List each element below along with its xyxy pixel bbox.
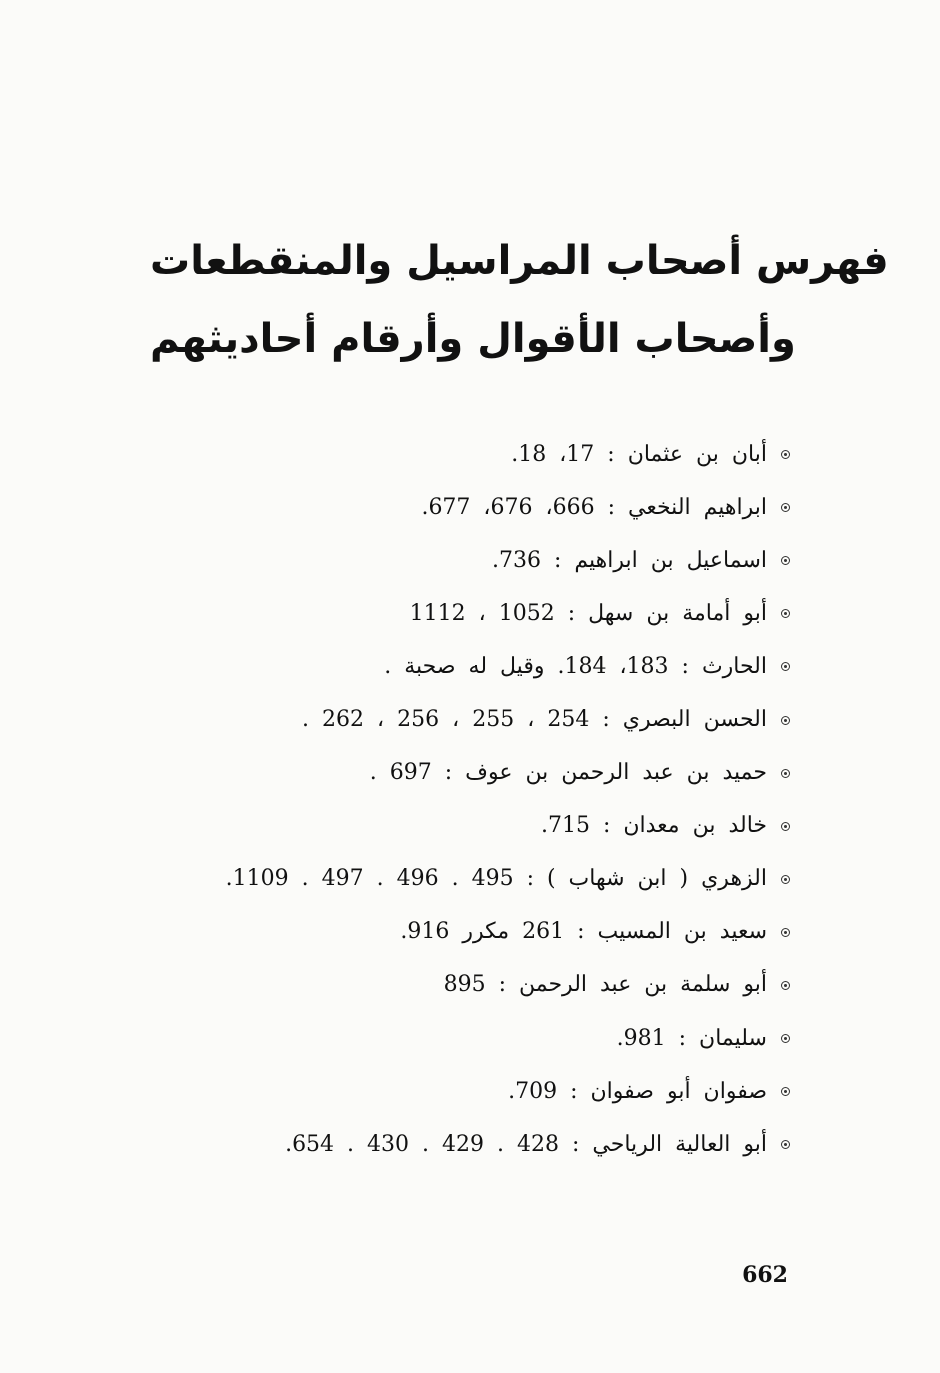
entry-text: حميد بن عبد الرحمن بن عوف : 697 . xyxy=(369,760,767,786)
entry-text: صفوان أبو صفوان : 709. xyxy=(508,1078,767,1104)
entry-text: أبو أمامة بن سهل : 1052 ، 1112 xyxy=(409,600,767,626)
bullet-icon xyxy=(781,928,790,937)
bullet-icon xyxy=(781,1034,790,1043)
bullet-icon xyxy=(781,450,790,459)
entry-text: اسماعيل بن ابراهيم : 736. xyxy=(491,547,767,573)
list-item xyxy=(150,1118,790,1171)
index-entries xyxy=(150,428,790,1171)
entry-text: سعيد بن المسيب : 261 مكرر 916. xyxy=(400,919,767,945)
list-item xyxy=(150,800,790,853)
list-item xyxy=(150,906,790,959)
title-line-2: وأصحاب الأقوال وأرقام أحاديثهم xyxy=(150,316,796,362)
page-number: 662 xyxy=(742,1262,788,1288)
entry-text: أبو سلمة بن عبد الرحمن : 895 xyxy=(443,972,767,998)
bullet-icon xyxy=(781,769,790,778)
list-item xyxy=(150,1012,790,1065)
bullet-icon xyxy=(781,875,790,884)
bullet-icon xyxy=(781,503,790,512)
entry-text: الزهري ( ابن شهاب ) : 495 . 496 . 497 . 1109. xyxy=(225,866,767,892)
list-item xyxy=(150,747,790,800)
list-item xyxy=(150,481,790,534)
list-item xyxy=(150,693,790,746)
entry-text: أبان بن عثمان : 17، 18. xyxy=(511,441,767,467)
entry-text: ابراهيم النخعي : 666، 676، 677. xyxy=(421,494,767,520)
entry-text: أبو العالية الرياحي : 428 . 429 . 430 . 654. xyxy=(285,1131,767,1157)
list-item xyxy=(150,587,790,640)
entry-text: الحسن البصري : 254 ، 255 ، 256 ، 262 . xyxy=(302,707,767,733)
bullet-icon xyxy=(781,716,790,725)
bullet-icon xyxy=(781,609,790,618)
list-item xyxy=(150,959,790,1012)
list-item xyxy=(150,853,790,906)
index-title xyxy=(150,222,889,378)
bullet-icon xyxy=(781,981,790,990)
list-item xyxy=(150,640,790,693)
list-item xyxy=(150,534,790,587)
entry-text: خالد بن معدان : 715. xyxy=(540,813,767,839)
entry-text: الحارث : 183، 184. وقيل له صحبة . xyxy=(384,653,767,679)
title-line-1: فهرس أصحاب المراسيل والمنقطعات xyxy=(150,238,889,284)
list-item xyxy=(150,1065,790,1118)
list-item xyxy=(150,428,790,481)
bullet-icon xyxy=(781,822,790,831)
entry-text: سليمان : 981. xyxy=(616,1025,767,1051)
bullet-icon xyxy=(781,1140,790,1149)
bullet-icon xyxy=(781,1087,790,1096)
bullet-icon xyxy=(781,556,790,565)
bullet-icon xyxy=(781,662,790,671)
